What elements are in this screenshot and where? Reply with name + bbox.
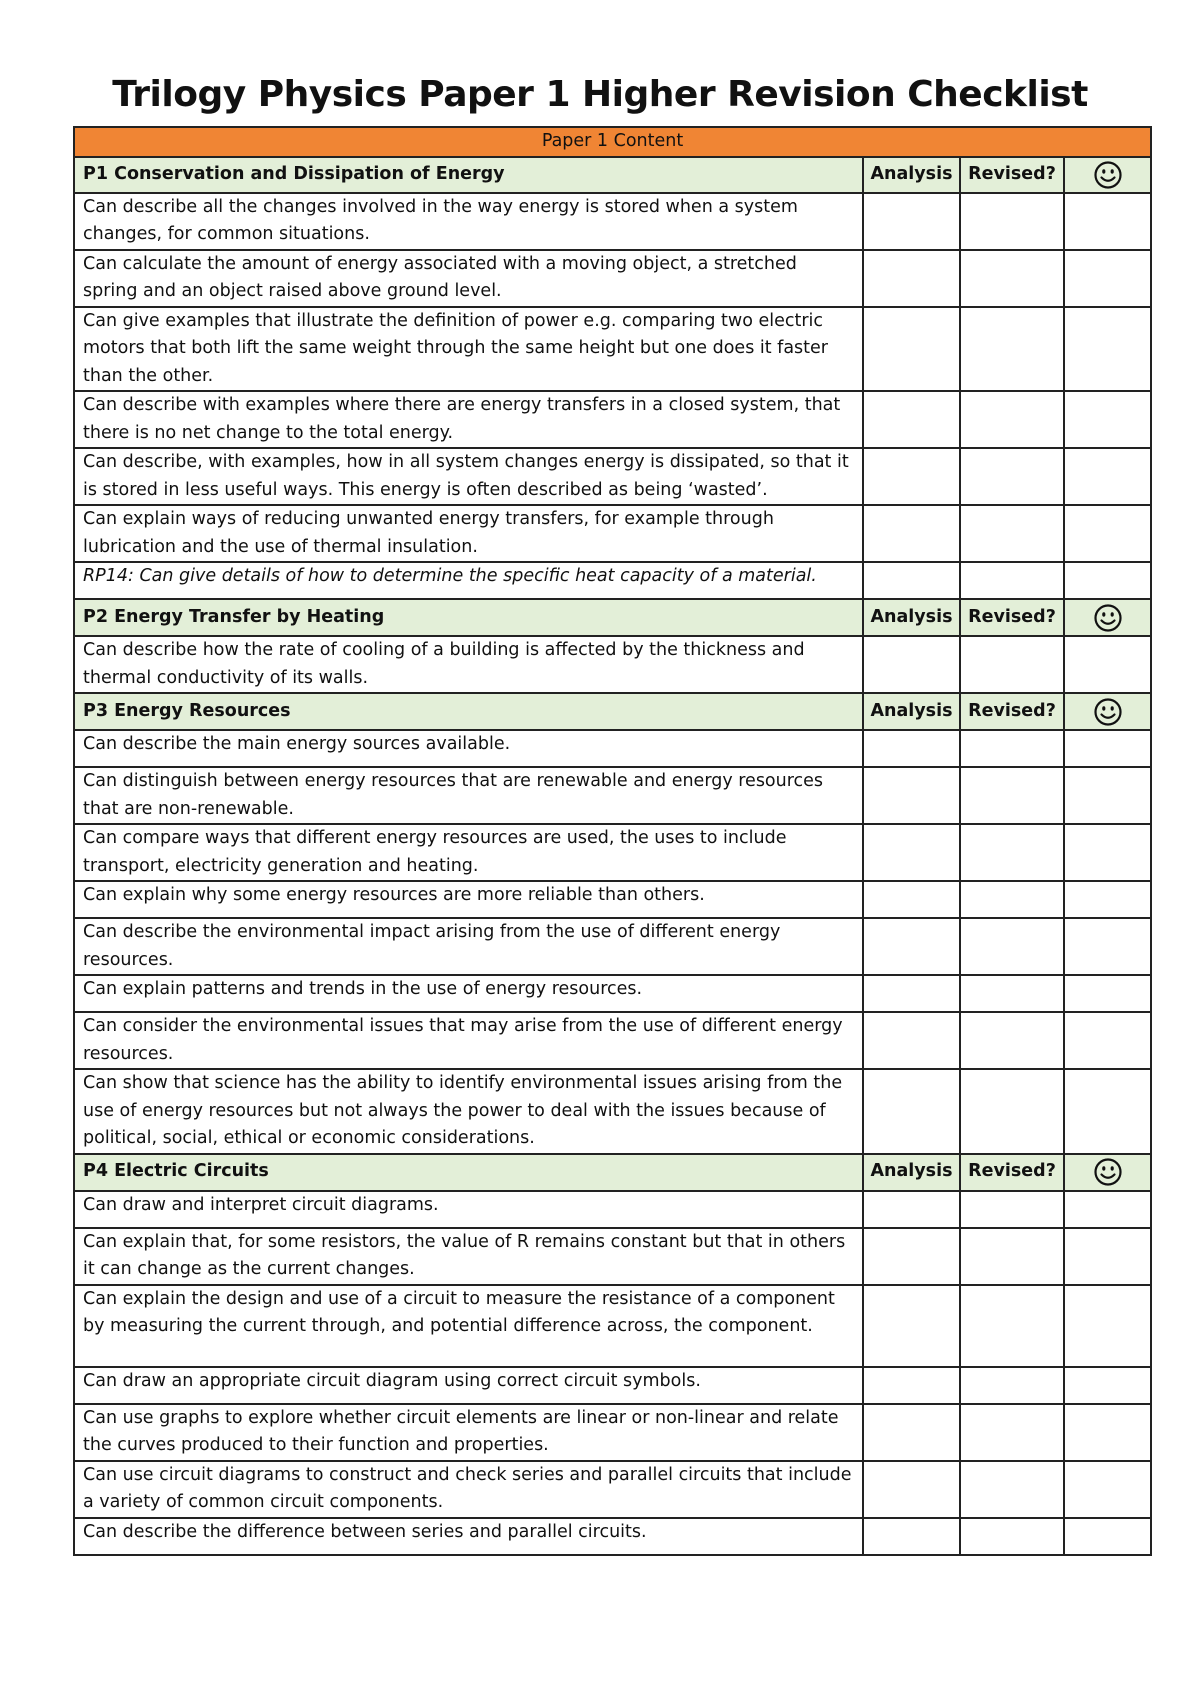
revised-cell[interactable]: [960, 1461, 1064, 1518]
analysis-cell[interactable]: [863, 1069, 960, 1154]
confidence-cell[interactable]: [1064, 636, 1151, 693]
revised-cell[interactable]: [960, 636, 1064, 693]
revised-cell[interactable]: [960, 250, 1064, 307]
analysis-cell[interactable]: [863, 881, 960, 918]
checklist-row: [74, 918, 1151, 975]
smiley-face-icon: [1093, 160, 1123, 190]
checklist-row: [74, 824, 1151, 881]
checklist-row: [74, 448, 1151, 505]
checklist-item-text: Can give examples that illustrate the definition of power e.g. comparing two electric motors that both lift the same weight through the same height but one does it faster than the other.: [74, 307, 863, 392]
analysis-cell[interactable]: [863, 1228, 960, 1285]
section-title: P4 Electric Circuits: [74, 1154, 863, 1191]
confidence-cell[interactable]: [1064, 448, 1151, 505]
revised-column-header: Revised?: [960, 599, 1064, 636]
revised-cell[interactable]: [960, 193, 1064, 250]
checklist-item-text: Can draw an appropriate circuit diagram using correct circuit symbols.: [74, 1367, 863, 1404]
checklist-row: [74, 1228, 1151, 1285]
analysis-cell[interactable]: [863, 1367, 960, 1404]
analysis-cell[interactable]: [863, 1285, 960, 1367]
revised-cell[interactable]: [960, 307, 1064, 392]
checklist-item-text: Can describe all the changes involved in the way energy is stored when a system changes, for common situations.: [74, 193, 863, 250]
checklist-item-text: Can explain ways of reducing unwanted energy transfers, for example through lubrication and the use of thermal insulation.: [74, 505, 863, 562]
revised-column-header: Revised?: [960, 693, 1064, 730]
checklist-item-text: Can describe the difference between series and parallel circuits.: [74, 1518, 863, 1555]
confidence-cell[interactable]: [1064, 562, 1151, 599]
checklist-row: [74, 1069, 1151, 1154]
analysis-column-header: Analysis: [863, 1154, 960, 1191]
checklist-row: [74, 730, 1151, 767]
checklist-item-text: Can explain that, for some resistors, the value of R remains constant but that in others it can change as the current changes.: [74, 1228, 863, 1285]
confidence-cell[interactable]: [1064, 824, 1151, 881]
checklist-item-text: Can describe the environmental impact arising from the use of different energy resources.: [74, 918, 863, 975]
smiley-face-icon: [1093, 603, 1123, 633]
page-title: Trilogy Physics Paper 1 Higher Revision Checklist: [112, 74, 1088, 115]
analysis-cell[interactable]: [863, 975, 960, 1012]
revised-cell[interactable]: [960, 975, 1064, 1012]
revised-cell[interactable]: [960, 1069, 1064, 1154]
section-header-row: [74, 1154, 1151, 1191]
analysis-cell[interactable]: [863, 193, 960, 250]
revised-cell[interactable]: [960, 824, 1064, 881]
revised-column-header: Revised?: [960, 1154, 1064, 1191]
section-header-row: [74, 157, 1151, 193]
checklist-item-text: Can use circuit diagrams to construct and check series and parallel circuits that include a variety of common circuit components.: [74, 1461, 863, 1518]
checklist-item-text: RP14: Can give details of how to determine the specific heat capacity of a material.: [74, 562, 863, 599]
checklist-item-text: Can compare ways that different energy resources are used, the uses to include transport, electricity generation and heating.: [74, 824, 863, 881]
confidence-cell[interactable]: [1064, 1285, 1151, 1367]
checklist-row: [74, 1518, 1151, 1555]
confidence-cell[interactable]: [1064, 1228, 1151, 1285]
revised-cell[interactable]: [960, 730, 1064, 767]
confidence-cell[interactable]: [1064, 1518, 1151, 1555]
smiley-column-header: [1064, 157, 1151, 193]
revised-cell[interactable]: [960, 1228, 1064, 1285]
analysis-cell[interactable]: [863, 636, 960, 693]
confidence-cell[interactable]: [1064, 1404, 1151, 1461]
analysis-cell[interactable]: [863, 767, 960, 824]
analysis-cell[interactable]: [863, 918, 960, 975]
checklist-row: [74, 1191, 1151, 1228]
confidence-cell[interactable]: [1064, 307, 1151, 392]
smiley-column-header: [1064, 599, 1151, 636]
checklist-row: [74, 193, 1151, 250]
analysis-cell[interactable]: [863, 1518, 960, 1555]
revised-cell[interactable]: [960, 767, 1064, 824]
revised-cell[interactable]: [960, 1012, 1064, 1069]
smiley-face-icon: [1093, 1157, 1123, 1187]
checklist-item-text: Can explain why some energy resources are more reliable than others.: [74, 881, 863, 918]
analysis-cell[interactable]: [863, 824, 960, 881]
checklist-item-text: Can draw and interpret circuit diagrams.: [74, 1191, 863, 1228]
analysis-cell[interactable]: [863, 1461, 960, 1518]
content-header-row: [74, 127, 1151, 157]
confidence-cell[interactable]: [1064, 1069, 1151, 1154]
checklist-row: [74, 391, 1151, 448]
section-title: P1 Conservation and Dissipation of Energy: [74, 157, 863, 193]
checklist-item-text: Can explain the design and use of a circuit to measure the resistance of a component by measuring the current through, and potential difference across, the component.: [74, 1285, 863, 1367]
checklist-row: [74, 1285, 1151, 1367]
section-title: P3 Energy Resources: [74, 693, 863, 730]
analysis-cell[interactable]: [863, 391, 960, 448]
confidence-cell[interactable]: [1064, 1012, 1151, 1069]
checklist-row: [74, 307, 1151, 392]
checklist-row: [74, 1367, 1151, 1404]
confidence-cell[interactable]: [1064, 918, 1151, 975]
analysis-cell[interactable]: [863, 250, 960, 307]
revised-cell[interactable]: [960, 881, 1064, 918]
analysis-column-header: Analysis: [863, 157, 960, 193]
checklist-item-text: Can consider the environmental issues that may arise from the use of different energy resources.: [74, 1012, 863, 1069]
analysis-cell[interactable]: [863, 1191, 960, 1228]
checklist-item-text: Can describe with examples where there are energy transfers in a closed system, that there is no net change to the total energy.: [74, 391, 863, 448]
checklist-row: [74, 250, 1151, 307]
confidence-cell[interactable]: [1064, 193, 1151, 250]
revised-cell[interactable]: [960, 505, 1064, 562]
checklist-item-text: Can use graphs to explore whether circuit elements are linear or non-linear and relate the curves produced to their function and properties.: [74, 1404, 863, 1461]
checklist-item-text: Can explain patterns and trends in the use of energy resources.: [74, 975, 863, 1012]
revised-cell[interactable]: [960, 391, 1064, 448]
revised-cell[interactable]: [960, 918, 1064, 975]
confidence-cell[interactable]: [1064, 1461, 1151, 1518]
analysis-cell[interactable]: [863, 505, 960, 562]
analysis-cell[interactable]: [863, 730, 960, 767]
revised-cell[interactable]: [960, 448, 1064, 505]
analysis-column-header: Analysis: [863, 599, 960, 636]
checklist-row: [74, 1012, 1151, 1069]
confidence-cell[interactable]: [1064, 881, 1151, 918]
confidence-cell[interactable]: [1064, 250, 1151, 307]
revised-cell[interactable]: [960, 1404, 1064, 1461]
confidence-cell[interactable]: [1064, 767, 1151, 824]
confidence-cell[interactable]: [1064, 505, 1151, 562]
analysis-column-header: Analysis: [863, 693, 960, 730]
section-header-row: [74, 599, 1151, 636]
checklist-item-text: Can describe how the rate of cooling of a building is affected by the thickness and thermal conductivity of its walls.: [74, 636, 863, 693]
checklist-item-text: Can show that science has the ability to identify environmental issues arising from the use of energy resources but not always the power to deal with the issues because of political, social, ethical or economic considerations.: [74, 1069, 863, 1154]
smiley-column-header: [1064, 693, 1151, 730]
revision-checklist-table: [73, 126, 1152, 1556]
revised-cell[interactable]: [960, 1367, 1064, 1404]
confidence-cell[interactable]: [1064, 1191, 1151, 1228]
revised-column-header: Revised?: [960, 157, 1064, 193]
section-title: P2 Energy Transfer by Heating: [74, 599, 863, 636]
checklist-row: [74, 881, 1151, 918]
checklist-row: [74, 636, 1151, 693]
revised-cell[interactable]: [960, 1518, 1064, 1555]
checklist-item-text: Can describe, with examples, how in all system changes energy is dissipated, so that it is stored in less useful ways. This energy is often described as being ‘wasted’.: [74, 448, 863, 505]
confidence-cell[interactable]: [1064, 391, 1151, 448]
analysis-cell[interactable]: [863, 1404, 960, 1461]
smiley-column-header: [1064, 1154, 1151, 1191]
checklist-row: [74, 1404, 1151, 1461]
revised-cell[interactable]: [960, 1191, 1064, 1228]
confidence-cell[interactable]: [1064, 1367, 1151, 1404]
analysis-cell[interactable]: [863, 307, 960, 392]
revised-cell[interactable]: [960, 1285, 1064, 1367]
checklist-row: [74, 505, 1151, 562]
section-header-row: [74, 693, 1151, 730]
analysis-cell[interactable]: [863, 1012, 960, 1069]
checklist-item-text: Can calculate the amount of energy associated with a moving object, a stretched spring and an object raised above ground level.: [74, 250, 863, 307]
checklist-row: [74, 767, 1151, 824]
revised-cell[interactable]: [960, 562, 1064, 599]
checklist-row: [74, 975, 1151, 1012]
content-header: Paper 1 Content: [74, 127, 1151, 157]
smiley-face-icon: [1093, 697, 1123, 727]
confidence-cell[interactable]: [1064, 730, 1151, 767]
checklist-item-text: Can describe the main energy sources available.: [74, 730, 863, 767]
checklist-row: [74, 1461, 1151, 1518]
analysis-cell[interactable]: [863, 448, 960, 505]
checklist-item-text: Can distinguish between energy resources that are renewable and energy resources that are non-renewable.: [74, 767, 863, 824]
confidence-cell[interactable]: [1064, 975, 1151, 1012]
analysis-cell[interactable]: [863, 562, 960, 599]
checklist-row: [74, 562, 1151, 599]
